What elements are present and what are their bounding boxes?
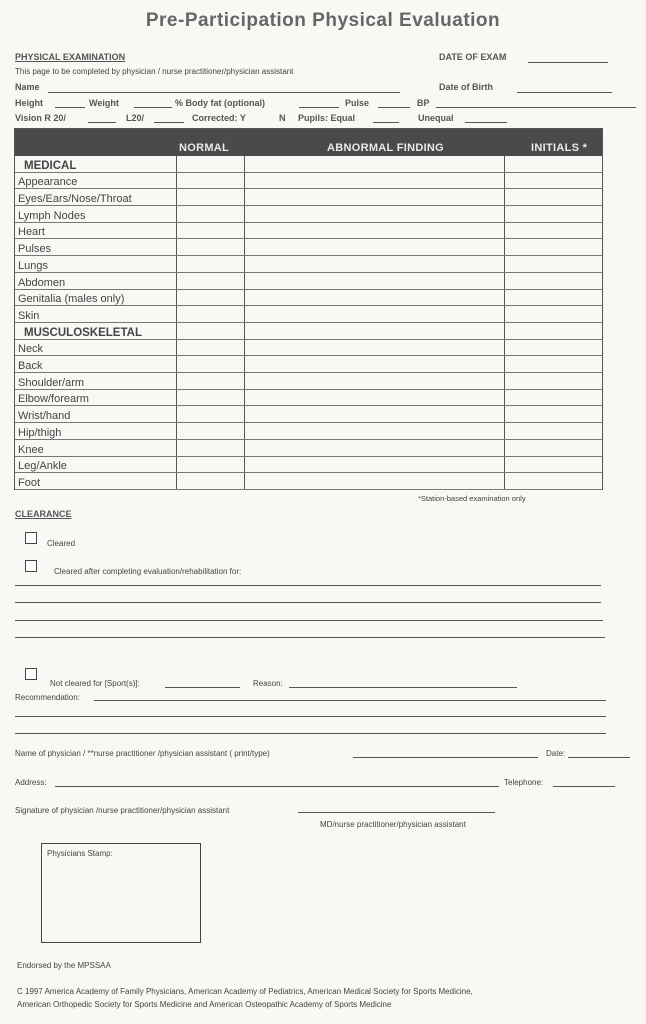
- table-row[interactable]: [15, 473, 602, 490]
- weight-field[interactable]: [134, 107, 172, 108]
- row-label: Foot: [18, 476, 41, 489]
- pupils-label: Pupils: Equal: [298, 113, 356, 123]
- corrected-n-label: N: [279, 113, 286, 123]
- exam-table: [14, 128, 603, 490]
- dob-label: Date of Birth: [439, 82, 493, 92]
- row-label: Pulses: [18, 243, 52, 256]
- md-line-label: MD/nurse practitioner/physician assistant: [320, 820, 466, 829]
- bp-field[interactable]: [436, 107, 636, 108]
- recommendation-label: Recommendation:: [15, 693, 80, 702]
- vision-l-label: L20/: [126, 113, 145, 123]
- row-label: Knee: [18, 443, 44, 456]
- body-fat-field[interactable]: [299, 107, 339, 108]
- address-label: Address:: [15, 778, 47, 787]
- row-label: Genitalia (males only): [18, 293, 125, 306]
- not-cleared-checkbox[interactable]: [25, 668, 37, 680]
- pulse-field[interactable]: [378, 107, 410, 108]
- row-label: Leg/Ankle: [18, 460, 67, 473]
- signature-field[interactable]: [298, 812, 495, 813]
- unequal-label: Unequal: [418, 113, 454, 123]
- col-normal: NORMAL: [179, 142, 230, 154]
- row-label: Abdomen: [18, 276, 66, 289]
- row-label: Neck: [18, 343, 44, 356]
- table-row[interactable]: [15, 440, 602, 457]
- height-field[interactable]: [55, 107, 85, 108]
- table-row[interactable]: [15, 223, 602, 240]
- cleared-label: Cleared: [47, 539, 76, 548]
- table-row[interactable]: [15, 256, 602, 273]
- copyright-line-1: C 1997 America Academy of Family Physicians, American Academy of Pediatrics, American Medical Society for Sports Medicine,: [17, 987, 473, 996]
- row-label: Shoulder/arm: [18, 376, 85, 389]
- section-title: MEDICAL: [24, 159, 77, 172]
- table-row[interactable]: [15, 240, 602, 257]
- instruction-text: This page to be completed by physician / nurse practitioner/physician assistant: [15, 67, 294, 76]
- weight-label: Weight: [89, 98, 119, 108]
- table-row[interactable]: [15, 173, 602, 190]
- cleared-after-line[interactable]: [15, 585, 601, 586]
- bp-label: BP: [417, 98, 430, 108]
- date-of-exam-label: DATE OF EXAM: [439, 52, 507, 62]
- date-label: Date:: [546, 749, 566, 758]
- vision-label: Vision R 20/: [15, 113, 66, 123]
- table-row[interactable]: [15, 273, 602, 290]
- table-row[interactable]: [15, 390, 602, 407]
- not-cleared-sport-field[interactable]: [165, 687, 240, 688]
- table-row[interactable]: [15, 407, 602, 424]
- pulse-label: Pulse: [345, 98, 370, 108]
- dob-field[interactable]: [517, 92, 612, 93]
- row-label: Hip/thigh: [18, 426, 62, 439]
- physician-name-label: Name of physician / **nurse practitioner /physician assistant ( print/type): [15, 749, 270, 758]
- row-label: Lungs: [18, 259, 48, 272]
- name-field[interactable]: [48, 92, 400, 93]
- cleared-checkbox[interactable]: [25, 532, 37, 544]
- cleared-after-line[interactable]: [15, 637, 605, 638]
- height-label: Height: [15, 98, 43, 108]
- row-label: Heart: [18, 226, 45, 239]
- section-title: MUSCULOSKELETAL: [24, 326, 142, 339]
- table-section-row: [15, 156, 602, 173]
- reason-label: Reason:: [253, 679, 283, 688]
- date-of-exam-field[interactable]: [528, 62, 608, 63]
- vision-r-field[interactable]: [88, 122, 116, 123]
- row-label: Back: [18, 360, 43, 373]
- not-cleared-label: Not cleared for [Sport(s)]:: [50, 679, 140, 688]
- corrected-label: Corrected: Y: [192, 113, 246, 123]
- table-row[interactable]: [15, 206, 602, 223]
- page-title: Pre-Participation Physical Evaluation: [145, 10, 501, 31]
- row-label: Appearance: [18, 176, 78, 189]
- address-field[interactable]: [55, 786, 499, 787]
- endorsed-text: Endorsed by the MPSSAA: [17, 961, 111, 970]
- stamp-label: Physicians Stamp:: [47, 849, 113, 858]
- table-row[interactable]: [15, 423, 602, 440]
- row-label: Eyes/Ears/Nose/Throat: [18, 193, 132, 206]
- telephone-field[interactable]: [553, 786, 615, 787]
- section-title-physical-exam: PHYSICAL EXAMINATION: [15, 52, 126, 62]
- physician-stamp-box: [41, 843, 201, 943]
- recommendation-line[interactable]: [15, 716, 606, 717]
- table-footnote: *Station-based examination only: [418, 494, 526, 503]
- col-abnormal: ABNORMAL FINDING: [327, 142, 445, 154]
- row-label: Lymph Nodes: [18, 209, 86, 222]
- pupils-equal-field[interactable]: [373, 122, 399, 123]
- col-initials: INITIALS *: [531, 142, 588, 154]
- reason-field[interactable]: [289, 687, 517, 688]
- pupils-unequal-field[interactable]: [465, 122, 507, 123]
- date-field[interactable]: [568, 757, 630, 758]
- clearance-title: CLEARANCE: [15, 509, 72, 519]
- row-label: Wrist/hand: [18, 410, 71, 423]
- vision-l-field[interactable]: [154, 122, 184, 123]
- row-label: Skin: [18, 309, 40, 322]
- table-section-row: [15, 323, 602, 340]
- table-row[interactable]: [15, 189, 602, 206]
- table-row[interactable]: [15, 373, 602, 390]
- table-row[interactable]: [15, 340, 602, 357]
- cleared-after-line[interactable]: [15, 620, 603, 621]
- name-label: Name: [15, 82, 40, 92]
- recommendation-line[interactable]: [15, 733, 606, 734]
- table-row[interactable]: [15, 356, 602, 373]
- copyright-line-2: American Orthopedic Society for Sports Medicine and American Osteopathic Academy of Sports Medicine: [17, 1000, 392, 1009]
- table-header: [15, 129, 602, 156]
- cleared-after-label: Cleared after completing evaluation/rehabilitation for:: [54, 567, 242, 576]
- cleared-after-checkbox[interactable]: [25, 560, 37, 572]
- row-label: Elbow/forearm: [18, 393, 89, 406]
- table-row[interactable]: [15, 457, 602, 474]
- signature-label: Signature of physician /nurse practitioner/physician assistant: [15, 806, 230, 815]
- body-fat-label: % Body fat (optional): [175, 98, 265, 108]
- table-row[interactable]: [15, 306, 602, 323]
- table-row[interactable]: [15, 290, 602, 307]
- recommendation-field[interactable]: [94, 700, 606, 701]
- cleared-after-line[interactable]: [15, 602, 601, 603]
- physician-name-field[interactable]: [353, 757, 538, 758]
- telephone-label: Telephone:: [504, 778, 544, 787]
